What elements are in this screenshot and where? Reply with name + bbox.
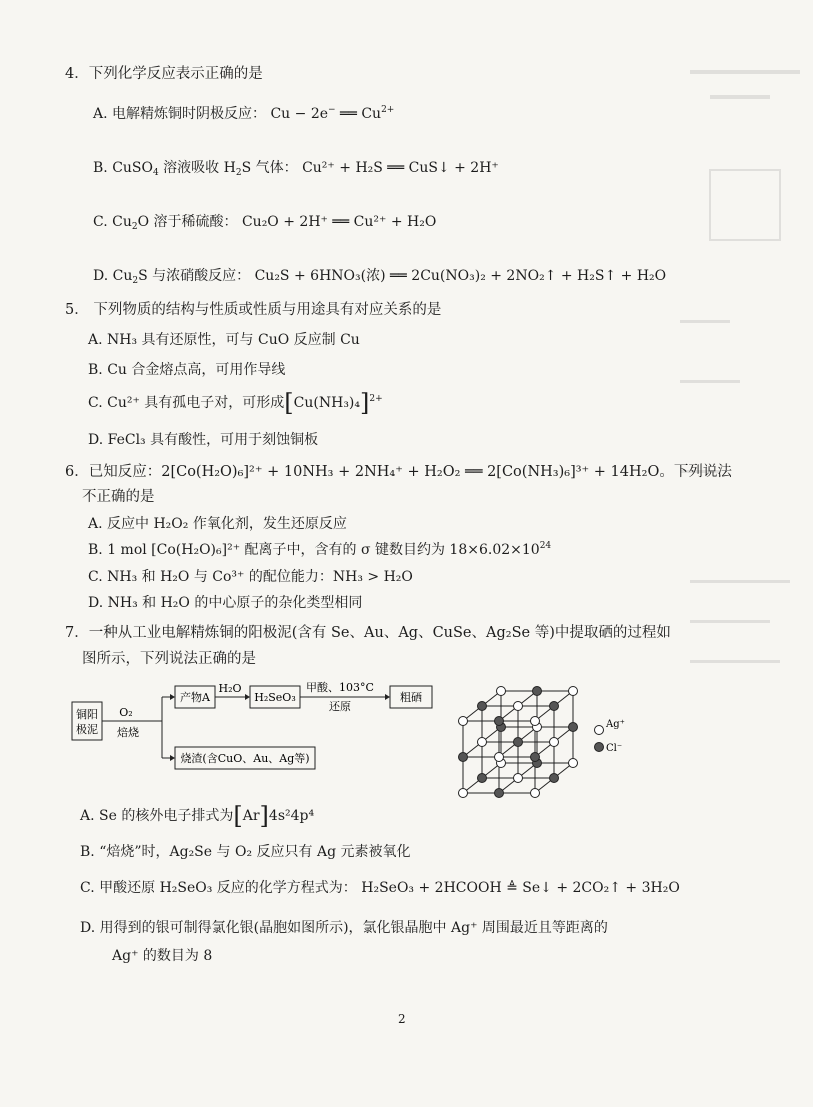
cl-ion (569, 723, 578, 732)
cl-ion (495, 789, 504, 798)
cl-ion (514, 738, 523, 747)
agcl-unit-cell-diagram (455, 675, 635, 805)
q4-option-b[interactable]: B. CuSO$_4$ 溶液吸收 $H_2S$ 气体： Cu²⁺ + H₂S ══ CuS↓ + 2H⁺ (93, 160, 499, 178)
ag-ion (459, 789, 468, 798)
q4-option-a[interactable]: A. 电解精炼铜时阴极反应： Cu − 2e− ══ $Cu^{2+}$ (93, 105, 395, 122)
q6-option-c[interactable]: C. NH₃ 和 H₂O 与 Co³⁺ 的配位能力：NH₃ > H₂O (88, 569, 413, 585)
q6-option-b[interactable]: B. 1 mol [Co(H₂O)₆]²⁺ 配离子中，含有的 σ 键数目约为 $18\times 6.02\times 10^{24}$ (88, 541, 552, 558)
q5-option-b[interactable]: B. Cu 合金熔点高，可用作导线 (88, 362, 286, 378)
ag-ion (569, 687, 578, 696)
flow-cond1-line1: O₂ (119, 706, 133, 719)
q6-option-a[interactable]: A. 反应中 H₂O₂ 作氧化剂，发生还原反应 (88, 516, 347, 532)
flow-acid: H₂SeO₃ (254, 691, 296, 704)
legend-cl-label: Cl⁻ (606, 743, 623, 754)
ag-ion (497, 687, 506, 696)
q5-stem: 5． 下列物质的结构与性质或性质与用途具有对应关系的是 (65, 302, 442, 318)
q7-option-b[interactable]: B. “焙烧”时，Ag₂Se 与 O₂ 反应只有 Ag 元素被氧化 (80, 844, 411, 860)
cl-ion (478, 774, 487, 783)
flow-residue: 烧渣(含CuO、Au、Ag等) (180, 752, 310, 765)
bleed-through-marks (680, 60, 810, 1020)
flow-cond3-line2: 还原 (329, 700, 351, 713)
ag-ion (550, 738, 559, 747)
flow-cond3-line1: 甲酸、103°C (306, 681, 374, 694)
ag-ion (459, 717, 468, 726)
q5-option-c[interactable]: C. Cu²⁺ 具有孤电子对，可形成$[Cu(NH_3)_4]^{2+}$ (88, 389, 383, 417)
q7-option-d-line2: Ag⁺ 的数目为 8 (112, 948, 213, 964)
ag-ion (531, 789, 540, 798)
legend-cl-marker (595, 743, 604, 752)
q7-stem: 7．一种从工业电解精炼铜的阳极泥(含有 Se、Au、Ag、CuSe、Ag₂Se 等)中提取硒的过程如 (65, 625, 671, 641)
ag-ion (514, 702, 523, 711)
ag-ion (495, 753, 504, 762)
q7-option-c[interactable]: C. 甲酸还原 H₂SeO₃ 反应的化学方程式为： H₂SeO₃ + 2HCOOH ≜ Se↓ + 2CO₂↑ + 3H₂O (80, 880, 680, 896)
flow-end: 粗硒 (400, 691, 422, 704)
q6-stem: 6．已知反应：2[Co(H₂O)₆]²⁺ + 10NH₃ + 2NH₄⁺ + H₂O₂ ══ 2[Co(NH₃)₆]³⁺ + 14H₂O。下列说法 (65, 464, 732, 480)
q6-option-d[interactable]: D. NH₃ 和 H₂O 的中心原子的杂化类型相同 (88, 595, 363, 611)
q7-option-a[interactable]: A. Se 的核外电子排式为[Ar]4s²4p⁴ (80, 802, 315, 830)
flow-cond1-line2: 焙烧 (117, 726, 139, 739)
q7-stem-line2: 图所示，下列说法正确的是 (82, 651, 256, 667)
cl-ion (550, 774, 559, 783)
cl-ion (531, 753, 540, 762)
selenium-extraction-flowchart (70, 680, 450, 790)
cl-ion (478, 702, 487, 711)
q5-option-d[interactable]: D. FeCl₃ 具有酸性，可用于刻蚀铜板 (88, 432, 319, 448)
q4-stem: 4．下列化学反应表示正确的是 (65, 66, 263, 82)
q7-option-d[interactable]: D. 用得到的银可制得氯化银(晶胞如图所示)，氯化银晶胞中 Ag⁺ 周围最近且等距离的 (80, 920, 608, 936)
ag-ion (531, 717, 540, 726)
legend-ag-label: Ag⁺ (606, 719, 625, 730)
ag-ion (478, 738, 487, 747)
flow-start-line1: 铜阳 (76, 708, 98, 721)
cl-ion (459, 753, 468, 762)
ag-ion (569, 759, 578, 768)
flow-start-line2: 极泥 (76, 723, 98, 736)
page-number: 2 (398, 1012, 406, 1026)
legend-ag-marker (595, 726, 604, 735)
ag-ion (514, 774, 523, 783)
q4-option-d[interactable]: D. $Cu_2S$ 与浓硝酸反应： Cu₂S + 6HNO₃(浓) ══ 2Cu(NO₃)₂ + 2NO₂↑ + H₂S↑ + H₂O (93, 268, 667, 286)
q5-option-a[interactable]: A. NH₃ 具有还原性，可与 CuO 反应制 Cu (88, 332, 360, 348)
cl-ion (533, 687, 542, 696)
q4-option-c[interactable]: C. $Cu_2O$ 溶于稀硫酸： Cu₂O + 2H⁺ ══ Cu²⁺ + H₂O (93, 214, 437, 232)
flow-cond2: H₂O (218, 682, 242, 695)
cl-ion (495, 717, 504, 726)
flow-product-a: 产物A (180, 691, 210, 704)
cl-ion (550, 702, 559, 711)
q6-stem-line2: 不正确的是 (82, 489, 155, 505)
